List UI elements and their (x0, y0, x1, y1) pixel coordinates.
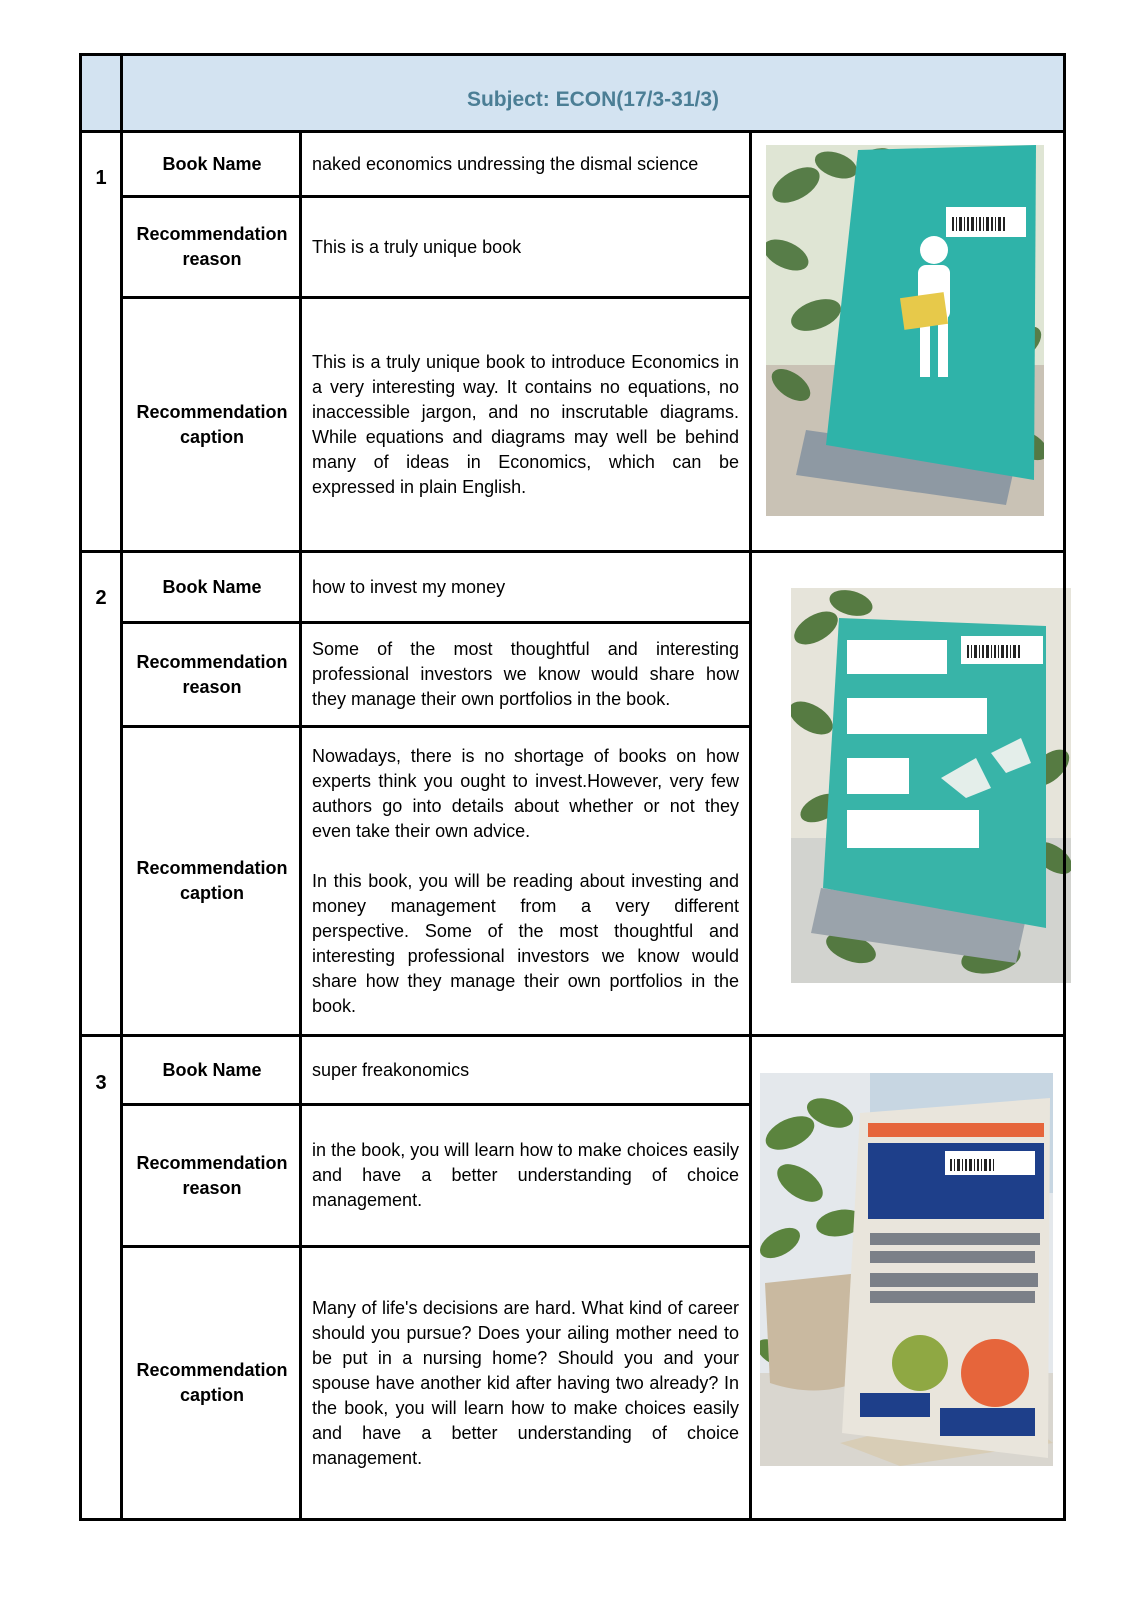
row-2-divider-a (120, 621, 752, 624)
table-border-bottom (79, 1518, 1066, 1521)
image-column-divider (749, 131, 752, 1521)
book-2-reason-label: Recommendation reason (136, 651, 288, 697)
row-1-divider-b (120, 296, 752, 299)
book-1-reason-text: This is a truly unique book (312, 236, 522, 257)
book-3-reason (302, 1106, 749, 1245)
book-3-caption-paragraph: Many of life's decisions are hard. What kind of career should you pursue? Does your ailing mother need to be put in a nursing home? Should you and your spouse have another kid after having two already? In the book, you will learn how to make choices easily and have a better understanding of choice management. (312, 1297, 739, 1468)
row-2-divider-b (120, 725, 752, 728)
book-2-caption-paragraph-1: Nowadays, there is no shortage of books on how experts think you ought to invest.However, very few authors go into details about whether or not they even take their own advice. (312, 745, 739, 841)
book-1-caption (302, 299, 749, 550)
subject-title: Subject: ECON(17/3-31/3) (466, 88, 720, 111)
book-2-caption (302, 728, 749, 1034)
globe-icon (892, 1335, 948, 1391)
book-3-caption-label: Recommendation caption (136, 1360, 288, 1405)
book-2-name-text: how to invest my money (312, 576, 506, 597)
row-divider-1 (79, 550, 1066, 553)
book-3-name-text: super freakonomics (312, 1059, 470, 1080)
row-1-divider-a (120, 195, 752, 198)
number-column-divider (120, 53, 123, 1521)
book-3-cover-art (760, 1073, 1053, 1466)
book-2-cover-art (791, 588, 1071, 983)
book-3-name (302, 1037, 749, 1103)
row-divider-2 (79, 1034, 1066, 1037)
row-number-3: 3 (95, 1072, 107, 1094)
row-number-1: 1 (95, 167, 107, 189)
book-1-name-label: Book Name (162, 153, 262, 174)
table-border-left (79, 53, 82, 1521)
book-1-reason-label: Recommendation reason (136, 224, 288, 269)
book-3-reason-label: Recommendation reason (136, 1152, 288, 1198)
book-2-caption-label: Recommendation caption (136, 858, 288, 903)
row-number-2: 2 (95, 587, 107, 609)
header-divider (79, 130, 1066, 133)
row-3-divider-a (120, 1103, 752, 1106)
book-3-reason-text: in the book, you will learn how to make choices easily and have a better understanding of choice management. (312, 1140, 739, 1210)
book-1-name-text: naked economics undressing the dismal science (312, 153, 699, 174)
table-border-top (79, 53, 1066, 56)
label-column-divider (299, 131, 302, 1521)
book-1-caption-paragraph: This is a truly unique book to introduce Economics in a very interesting way. It contains no equations, no inaccessible jargon, and no inscrutable diagrams. While equations and diagrams may well be behind many of ideas in Economics, which can be expressed in plain English. (312, 351, 739, 497)
book-1-reason (302, 198, 749, 296)
book-3-caption (302, 1248, 749, 1518)
book-2-reason-text: Some of the most thoughtful and interesting professional investors we know would share how they manage their own portfolios in the book. (312, 639, 739, 709)
book-2-cover-photo (791, 588, 1071, 983)
book-2-name (302, 553, 749, 621)
sticker-badge (961, 1339, 1029, 1407)
book-1-cover-art (766, 145, 1044, 516)
book-1-name (302, 133, 749, 195)
book-3-cover-photo (760, 1073, 1053, 1466)
book-2-caption-paragraph-2: In this book, you will be reading about investing and money management from a very different perspective. Some of the most thoughtful and interesting professional investors we know would share how they manage their own portfolios in the book. (312, 870, 739, 1016)
book-3-name-label: Book Name (162, 1059, 262, 1080)
book-1-caption-label: Recommendation caption (136, 401, 288, 447)
row-3-divider-b (120, 1245, 752, 1248)
book-2-name-label: Book Name (162, 576, 262, 597)
book-2-reason (302, 624, 749, 725)
table-border-right (1063, 53, 1066, 1521)
book-1-cover-photo (766, 145, 1044, 516)
